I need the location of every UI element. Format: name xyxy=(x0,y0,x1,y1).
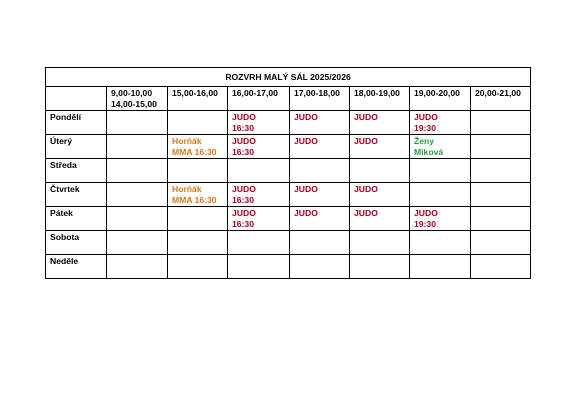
time-slot-label: 17,00-18,00 xyxy=(294,88,340,98)
time-slot-header xyxy=(168,87,228,111)
schedule-cell xyxy=(168,231,228,255)
session-judo-label: JUDO xyxy=(294,184,318,194)
schedule-cell xyxy=(471,231,531,255)
schedule-cell xyxy=(410,255,471,279)
time-slot-label: 14,00-15,00 xyxy=(111,98,157,109)
time-slot-header xyxy=(228,87,290,111)
session-judo-label: 16:30 xyxy=(232,122,254,133)
schedule-cell xyxy=(350,231,410,255)
schedule-cell xyxy=(410,159,471,183)
session-judo-label: JUDO xyxy=(232,136,256,146)
session-zeny-label: Ženy xyxy=(414,136,435,146)
session-judo-label: 19:30 xyxy=(414,122,436,133)
schedule-cell xyxy=(107,255,168,279)
session-mma-label: Horňák xyxy=(172,136,202,146)
time-slot-label: 15,00-16,00 xyxy=(172,88,218,98)
schedule-cell xyxy=(471,183,531,207)
session-judo-label: JUDO xyxy=(294,112,318,122)
session-judo-label: JUDO xyxy=(294,136,318,146)
session-judo-label: JUDO xyxy=(232,184,256,194)
time-slot-label: 20,00-21,00 xyxy=(475,88,521,98)
time-slot-header xyxy=(350,87,410,111)
schedule-cell xyxy=(350,135,410,159)
schedule-cell xyxy=(168,183,228,207)
schedule-cell xyxy=(228,183,290,207)
time-slot-label: 16,00-17,00 xyxy=(232,88,278,98)
schedule-cell xyxy=(290,231,350,255)
schedule-sheet xyxy=(45,67,530,279)
schedule-cell xyxy=(228,135,290,159)
session-judo-label: 16:30 xyxy=(232,146,254,157)
schedule-cell xyxy=(290,207,350,231)
time-header-row xyxy=(46,87,531,111)
schedule-cell xyxy=(350,111,410,135)
schedule-cell xyxy=(471,255,531,279)
schedule-cell xyxy=(410,111,471,135)
day-row xyxy=(46,183,531,207)
schedule-table xyxy=(45,67,531,279)
day-row xyxy=(46,231,531,255)
schedule-cell xyxy=(350,183,410,207)
session-mma-label: MMA 16:30 xyxy=(172,194,217,205)
schedule-cell xyxy=(471,159,531,183)
session-judo-label: JUDO xyxy=(294,208,318,218)
schedule-cell xyxy=(290,111,350,135)
schedule-cell xyxy=(168,111,228,135)
time-slot-header xyxy=(471,87,531,111)
time-slot-label: 18,00-19,00 xyxy=(354,88,400,98)
schedule-title: ROZVRH MALÝ SÁL 2025/2026 xyxy=(46,68,531,87)
day-label: Sobota xyxy=(46,231,107,255)
time-slot-label: 9,00-10,00 xyxy=(111,88,153,98)
time-slot-header xyxy=(290,87,350,111)
session-judo-label: JUDO xyxy=(354,136,378,146)
day-row xyxy=(46,111,531,135)
time-slot-header xyxy=(410,87,471,111)
schedule-cell xyxy=(107,135,168,159)
time-slot-header xyxy=(107,87,168,111)
schedule-cell xyxy=(410,135,471,159)
session-judo-label: 16:30 xyxy=(232,218,254,229)
day-label: Pondělí xyxy=(46,111,107,135)
schedule-cell xyxy=(228,231,290,255)
schedule-cell xyxy=(350,207,410,231)
schedule-cell xyxy=(410,183,471,207)
day-label: Pátek xyxy=(46,207,107,231)
schedule-cell xyxy=(228,255,290,279)
schedule-cell xyxy=(350,255,410,279)
schedule-cell xyxy=(290,159,350,183)
day-row xyxy=(46,207,531,231)
schedule-cell xyxy=(410,207,471,231)
schedule-cell xyxy=(168,255,228,279)
session-judo-label: JUDO xyxy=(354,208,378,218)
day-label: Středa xyxy=(46,159,107,183)
session-judo-label: JUDO xyxy=(232,112,256,122)
schedule-cell xyxy=(410,231,471,255)
session-judo-label: JUDO xyxy=(414,208,438,218)
schedule-cell xyxy=(107,183,168,207)
day-label: Neděle xyxy=(46,255,107,279)
schedule-cell xyxy=(107,111,168,135)
schedule-cell xyxy=(290,183,350,207)
schedule-cell xyxy=(107,207,168,231)
time-slot-label: 19,00-20,00 xyxy=(414,88,460,98)
session-zeny-label: Miková xyxy=(414,146,444,157)
schedule-cell xyxy=(350,159,410,183)
schedule-cell xyxy=(471,207,531,231)
schedule-cell xyxy=(168,135,228,159)
schedule-cell xyxy=(471,111,531,135)
schedule-cell xyxy=(471,135,531,159)
schedule-cell xyxy=(228,207,290,231)
schedule-cell xyxy=(290,255,350,279)
schedule-cell xyxy=(168,207,228,231)
day-label: Úterý xyxy=(46,135,107,159)
session-mma-label: Horňák xyxy=(172,184,202,194)
day-row xyxy=(46,255,531,279)
schedule-cell xyxy=(228,111,290,135)
schedule-cell xyxy=(168,159,228,183)
schedule-cell xyxy=(290,135,350,159)
session-judo-label: JUDO xyxy=(354,112,378,122)
session-judo-label: 16:30 xyxy=(232,194,254,205)
session-judo-label: JUDO xyxy=(414,112,438,122)
schedule-cell xyxy=(107,231,168,255)
corner-cell xyxy=(46,87,107,111)
schedule-cell xyxy=(228,159,290,183)
schedule-cell xyxy=(107,159,168,183)
day-row xyxy=(46,135,531,159)
session-mma-label: MMA 16:30 xyxy=(172,146,217,157)
session-judo-label: 19:30 xyxy=(414,218,436,229)
session-judo-label: JUDO xyxy=(354,184,378,194)
session-judo-label: JUDO xyxy=(232,208,256,218)
day-row xyxy=(46,159,531,183)
day-label: Čtvrtek xyxy=(46,183,107,207)
